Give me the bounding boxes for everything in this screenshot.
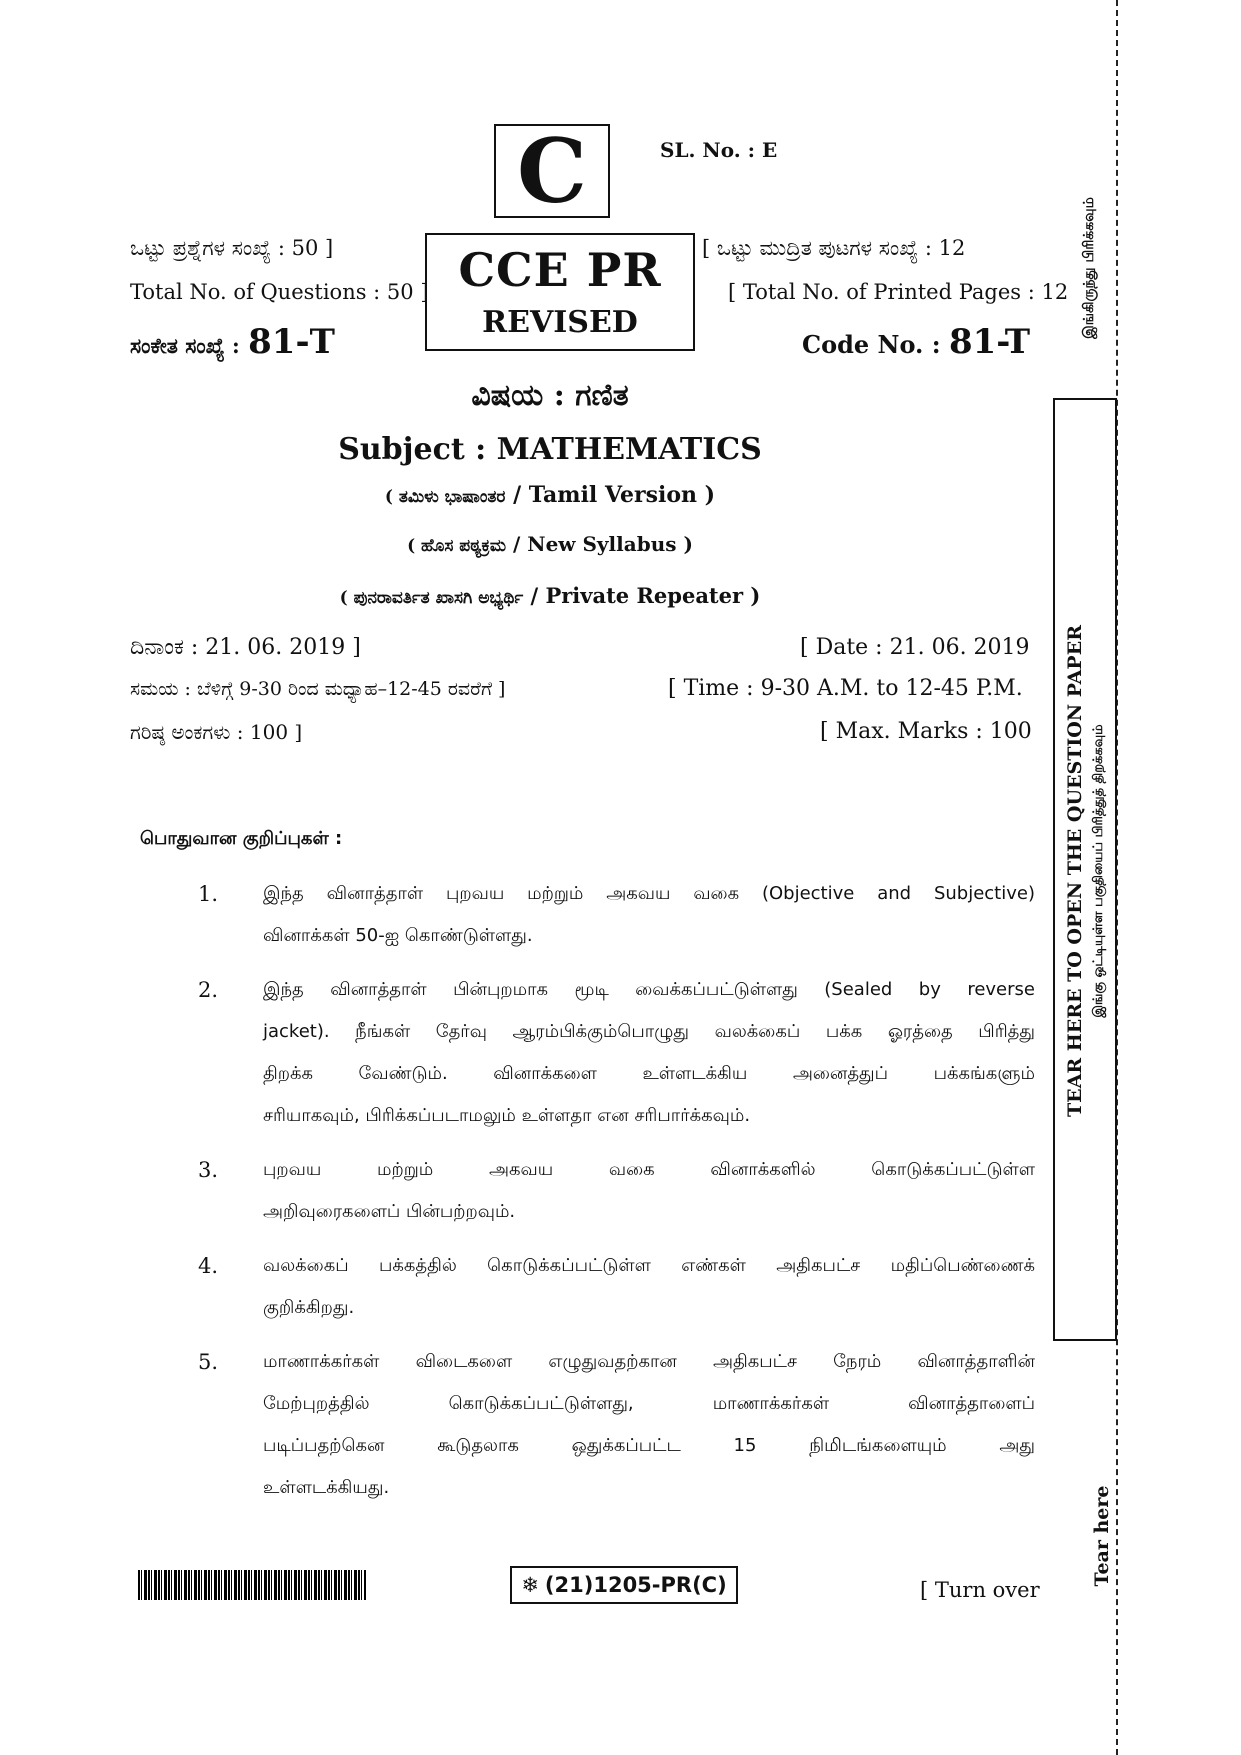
code-value-right: 81-T: [948, 322, 1031, 362]
instruction-number: 2.: [198, 978, 219, 1002]
code-value-left: 81-T: [248, 322, 335, 362]
tear-top-tamil: இங்கிருந்து பிரிக்கவும்: [1081, 197, 1097, 339]
instruction-text: jacket). நீங்கள் தேர்வு ஆரம்பிக்கும்பொழுது வலக்கைப் பக்க ஓரத்தை பிரித்து: [263, 1021, 1035, 1042]
barcode-icon: [138, 1570, 366, 1600]
candidate-english: / Private Repeater ): [530, 583, 761, 608]
max-marks-english: [ Max. Marks : 100: [820, 719, 1032, 744]
serial-number: SL. No. : E: [660, 138, 778, 162]
instruction-text: இந்த வினாத்தாள் புறவய மற்றும் அகவய வகை (Objective and Subjective): [263, 883, 1035, 904]
instruction-text: குறிக்கிறது.: [263, 1297, 355, 1318]
instruction-text: உள்ளடக்கியது.: [263, 1477, 390, 1498]
version-english: / Tamil Version ): [513, 482, 716, 508]
printed-pages-english: [ Total No. of Printed Pages : 12: [728, 280, 1069, 304]
code-number-kannada: [130, 322, 335, 362]
total-questions-english: Total No. of Questions : 50 ]: [130, 280, 429, 304]
instructions-heading: பொதுவான குறிப்புகள் :: [140, 828, 343, 849]
candidate-kannada: ( ಪುನರಾವರ್ತಿತ ಖಾಸಗಿ ಅಭ್ಯರ್ಥಿ: [339, 588, 524, 608]
version-line: [0, 482, 1100, 508]
instruction-text: மாணாக்கர்கள் விடைகளை எழுதுவதற்கான அதிகபட்ச நேரம் வினாத்தாளின்: [263, 1351, 1035, 1372]
exam-time-english: [ Time : 9-30 A.M. to 12-45 P.M.: [668, 676, 1023, 701]
paper-code-letter: C: [516, 119, 588, 223]
instruction-number: 1.: [198, 882, 219, 906]
subject-kannada: ವಿಷಯ : ಗಣಿತ: [471, 378, 629, 413]
turn-over-label: [ Turn over: [920, 1578, 1040, 1602]
instruction-text: வலக்கைப் பக்கத்தில் கொடுக்கப்பட்டுள்ள எண்கள் அதிகபட்ச மதிப்பெண்ணைக்: [263, 1255, 1035, 1276]
syllabus-kannada: ( ಹೊಸ ಪಠ್ಯಕ್ರಮ: [407, 536, 507, 556]
exam-type-box: [425, 233, 695, 351]
exam-type-subtitle: REVISED: [482, 305, 638, 340]
total-questions-kannada: ಒಟ್ಟು ಪ್ರಶ್ನೆಗಳ ಸಂಖ್ಯೆ : 50 ]: [130, 236, 334, 260]
syllabus-english: / New Syllabus ): [513, 532, 693, 556]
version-kannada: ( ತಮಿಳು ಭಾಷಾಂತರ: [384, 487, 506, 507]
max-marks-kannada: ಗರಿಷ್ಠ ಅಂಕಗಳು : 100 ]: [130, 720, 303, 744]
tear-panel: [1053, 398, 1117, 1341]
print-code-box: [510, 1566, 738, 1604]
exam-date-kannada: ದಿನಾಂಕ : 21. 06. 2019 ]: [130, 635, 361, 660]
instruction-number: 5.: [198, 1350, 219, 1374]
print-code: (21)1205-PR(C): [544, 1573, 727, 1597]
instruction-text: திறக்க வேண்டும். வினாக்களை உள்ளடக்கிய அனைத்துப் பக்கங்களும்: [263, 1063, 1035, 1084]
instruction-text: இந்த வினாத்தாள் பின்புறமாக மூடி வைக்கப்பட்டுள்ளது (Sealed by reverse: [263, 979, 1035, 1000]
printed-pages-kannada: [ ಒಟ್ಟು ಮುದ್ರಿತ ಪುಟಗಳ ಸಂಖ್ಯೆ : 12: [702, 236, 966, 260]
subject-english: Subject : MATHEMATICS: [338, 432, 762, 467]
instruction-text: சரியாகவும், பிரிக்கப்படாமலும் உள்ளதா என சரிபார்க்கவும்.: [263, 1105, 751, 1126]
tear-panel-english: TEAR HERE TO OPEN THE QUESTION PAPER: [1064, 625, 1086, 1117]
code-label-kannada: ಸಂಕೇತ ಸಂಖ್ಯೆ :: [130, 333, 240, 358]
tear-here-label: Tear here: [1091, 1485, 1113, 1587]
snowflake-icon: ❄: [521, 1573, 539, 1597]
instruction-number: 4.: [198, 1254, 219, 1278]
instruction-text: படிப்பதற்கென கூடுதலாக ஒதுக்கப்பட்ட 15 நிமிடங்களையும் அது: [263, 1435, 1035, 1456]
instruction-number: 3.: [198, 1158, 219, 1182]
instruction-text: வினாக்கள் 50-ஐ கொண்டுள்ளது.: [263, 925, 533, 946]
instruction-text: புறவய மற்றும் அகவய வகை வினாக்களில் கொடுக்கப்பட்டுள்ள: [263, 1159, 1035, 1180]
exam-time-kannada: ಸಮಯ : ಬೆಳಿಗ್ಗೆ 9-30 ರಿಂದ ಮಧ್ಯಾಹ–12-45 ರವರೆಗೆ ]: [130, 678, 506, 700]
instruction-text: மேற்புறத்தில் கொடுக்கப்பட்டுள்ளது, மாணாக்கர்கள் வினாத்தாளைப்: [263, 1393, 1035, 1414]
exam-date-english: [ Date : 21. 06. 2019: [800, 635, 1030, 660]
tear-panel-tamil: இங்கு ஒட்டியுள்ள பகுதியைப் பிரித்துத் திறக்கவும்: [1091, 724, 1106, 1018]
code-number-english: [802, 322, 1030, 362]
code-label-english: Code No. :: [802, 330, 941, 359]
instruction-text: அறிவுரைகளைப் பின்பற்றவும்.: [263, 1201, 516, 1222]
syllabus-line: [0, 532, 1100, 556]
paper-code-box: [494, 119, 610, 223]
candidate-line: [0, 583, 1100, 608]
exam-type-title: CCE PR: [458, 243, 662, 297]
